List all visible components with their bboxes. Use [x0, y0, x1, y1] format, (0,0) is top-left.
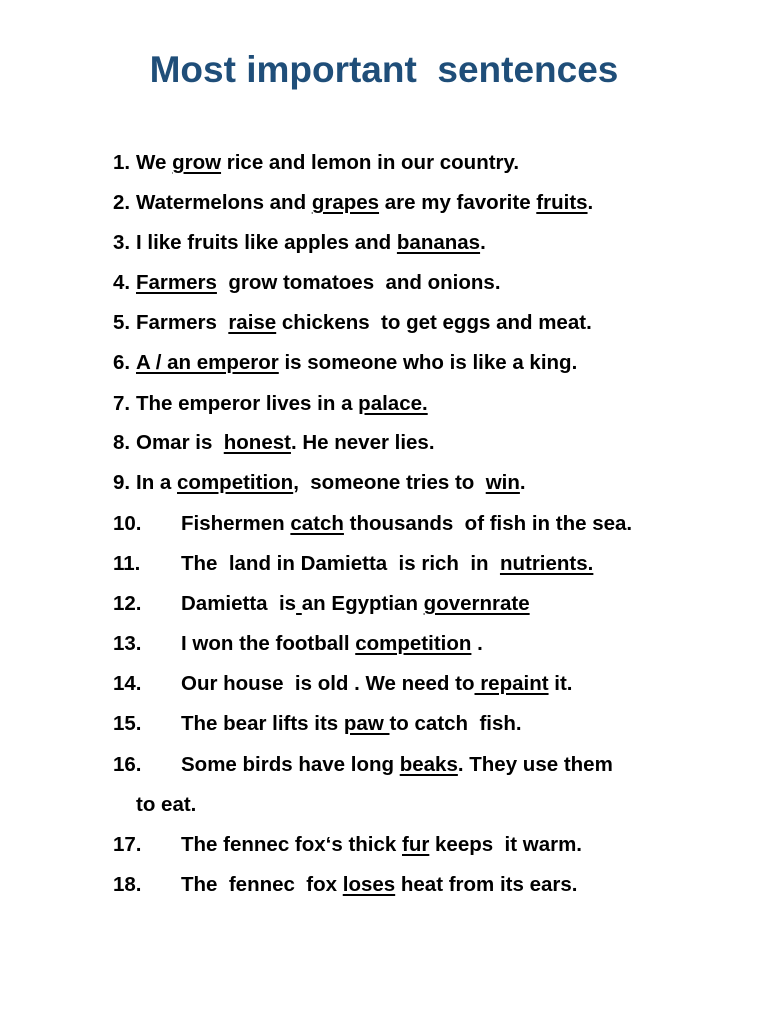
item-number: 2.: [113, 191, 131, 214]
sentence-part: grow tomatoes and onions.: [216, 271, 501, 294]
sentence-part: is someone who is like a king.: [278, 351, 578, 374]
vocabulary-word: nutrients.: [499, 552, 594, 575]
sentence-text: [181, 870, 577, 900]
sentence-part: Damietta is: [181, 592, 297, 615]
sentence-part: Our house is old . We need to: [181, 672, 475, 695]
sentence-part: The land in Damietta is rich in: [181, 552, 500, 575]
sentence-part: to catch fish.: [389, 712, 522, 735]
item-number: 6.: [113, 351, 131, 374]
item-number: 9.: [113, 471, 131, 494]
vocabulary-word: fruits: [536, 191, 588, 214]
item-number: 12.: [113, 592, 142, 615]
list-item: [113, 148, 520, 178]
item-number: 11.: [113, 552, 141, 575]
vocabulary-word: grapes: [311, 191, 380, 214]
sentence-part: I like fruits like apples and: [136, 231, 397, 254]
list-item: [113, 389, 428, 419]
sentence-text: [181, 709, 522, 739]
item-number: 8.: [113, 431, 131, 454]
vocabulary-word: repaint: [474, 672, 549, 695]
sentence-part: keeps it warm.: [429, 833, 583, 856]
sentence-part: We: [136, 151, 173, 174]
list-item: [113, 348, 578, 378]
sentence-text: [136, 188, 593, 218]
vocabulary-word: grow: [172, 151, 222, 174]
item-number: 18.: [113, 873, 142, 896]
vocabulary-word: catch: [290, 512, 344, 535]
item-number: 7.: [113, 392, 131, 415]
sentence-text: [181, 750, 613, 780]
list-item: [113, 830, 583, 860]
vocabulary-word: bananas: [396, 231, 481, 254]
item-number: 3.: [113, 231, 131, 254]
sentence-part: The fennec fox: [181, 873, 343, 896]
sentence-part: are my favorite: [379, 191, 537, 214]
sentence-part: Omar is: [136, 431, 224, 454]
list-item: [113, 188, 594, 218]
list-item: [113, 268, 501, 298]
sentence-text: [181, 669, 572, 699]
item-number: 1.: [113, 151, 131, 174]
item-number: 16.: [113, 753, 142, 776]
vocabulary-word: competition: [355, 632, 472, 655]
sentence-part: Fishermen: [181, 512, 291, 535]
sentence-part: The bear lifts its: [181, 712, 344, 735]
sentence-part: Watermelons and: [136, 191, 312, 214]
sentence-text: [181, 830, 582, 860]
vocabulary-word: beaks: [399, 753, 458, 776]
sentence-part: chickens to get eggs and meat.: [276, 311, 592, 334]
item-number: 17.: [113, 833, 142, 856]
sentence-text: [136, 468, 526, 498]
sentence-text: [136, 308, 592, 338]
item-number: 14.: [113, 672, 142, 695]
list-item: [113, 709, 522, 739]
document-title: Most important sentences: [149, 49, 619, 90]
list-item: [113, 750, 613, 780]
list-item: [113, 589, 530, 619]
sentence-text: [136, 148, 519, 178]
sentence-text: [181, 549, 593, 579]
sentence-part: an Egyptian: [301, 592, 424, 615]
vocabulary-word: loses: [342, 873, 396, 896]
vocabulary-word: governrate: [423, 592, 530, 615]
sentence-text: [136, 389, 428, 419]
sentence-part: Some birds have long: [181, 753, 400, 776]
sentence-text: [181, 589, 530, 619]
item-number: 5.: [113, 311, 131, 334]
sentence-part: heat from its ears.: [395, 873, 578, 896]
sentence-part: .: [519, 471, 526, 494]
vocabulary-word: A / an emperor: [136, 351, 279, 374]
list-item: [113, 509, 633, 539]
vocabulary-word: Farmers: [136, 271, 217, 294]
vocabulary-word: raise: [228, 311, 277, 334]
sentence-part: . He never lies.: [290, 431, 435, 454]
sentence-text: [136, 428, 435, 458]
sentence-part: Farmers: [136, 311, 229, 334]
sentence-part: . They use them: [457, 753, 613, 776]
sentence-part: .: [587, 191, 594, 214]
list-item: [113, 629, 483, 659]
sentence-text: [136, 268, 501, 298]
vocabulary-word: paw: [343, 712, 390, 735]
sentence-part: The emperor lives in a: [136, 392, 359, 415]
vocabulary-word: palace.: [358, 392, 428, 415]
list-item: [113, 870, 578, 900]
sentence-part: In a: [136, 471, 178, 494]
item-number: 15.: [113, 712, 142, 735]
sentence-text: [181, 509, 632, 539]
sentence-part: , someone tries to: [293, 471, 486, 494]
list-item: [113, 428, 435, 458]
vocabulary-word: honest: [223, 431, 291, 454]
vocabulary-word: win: [485, 471, 520, 494]
list-item: [113, 228, 486, 258]
vocabulary-word: competition: [177, 471, 294, 494]
list-item: [113, 549, 594, 579]
item-number: 4.: [113, 271, 131, 294]
item-number: 13.: [113, 632, 142, 655]
sentence-continuation: to eat.: [136, 793, 197, 816]
sentence-text: [136, 228, 486, 258]
sentence-text: [136, 348, 577, 378]
sentence-part: I won the football: [181, 632, 356, 655]
sentence-part: The fennec fox‘s thick: [181, 833, 402, 856]
sentence-text: [181, 629, 483, 659]
sentence-part: rice and lemon in our country.: [221, 151, 520, 174]
list-item: [113, 308, 592, 338]
vocabulary-word: fur: [402, 833, 430, 856]
sentence-part: .: [480, 231, 486, 254]
sentence-part: it.: [548, 672, 573, 695]
sentence-part: thousands of fish in the sea.: [343, 512, 633, 535]
list-item: [113, 669, 573, 699]
item-number: 10.: [113, 512, 142, 535]
sentence-part: .: [471, 632, 483, 655]
list-item: [113, 468, 526, 498]
